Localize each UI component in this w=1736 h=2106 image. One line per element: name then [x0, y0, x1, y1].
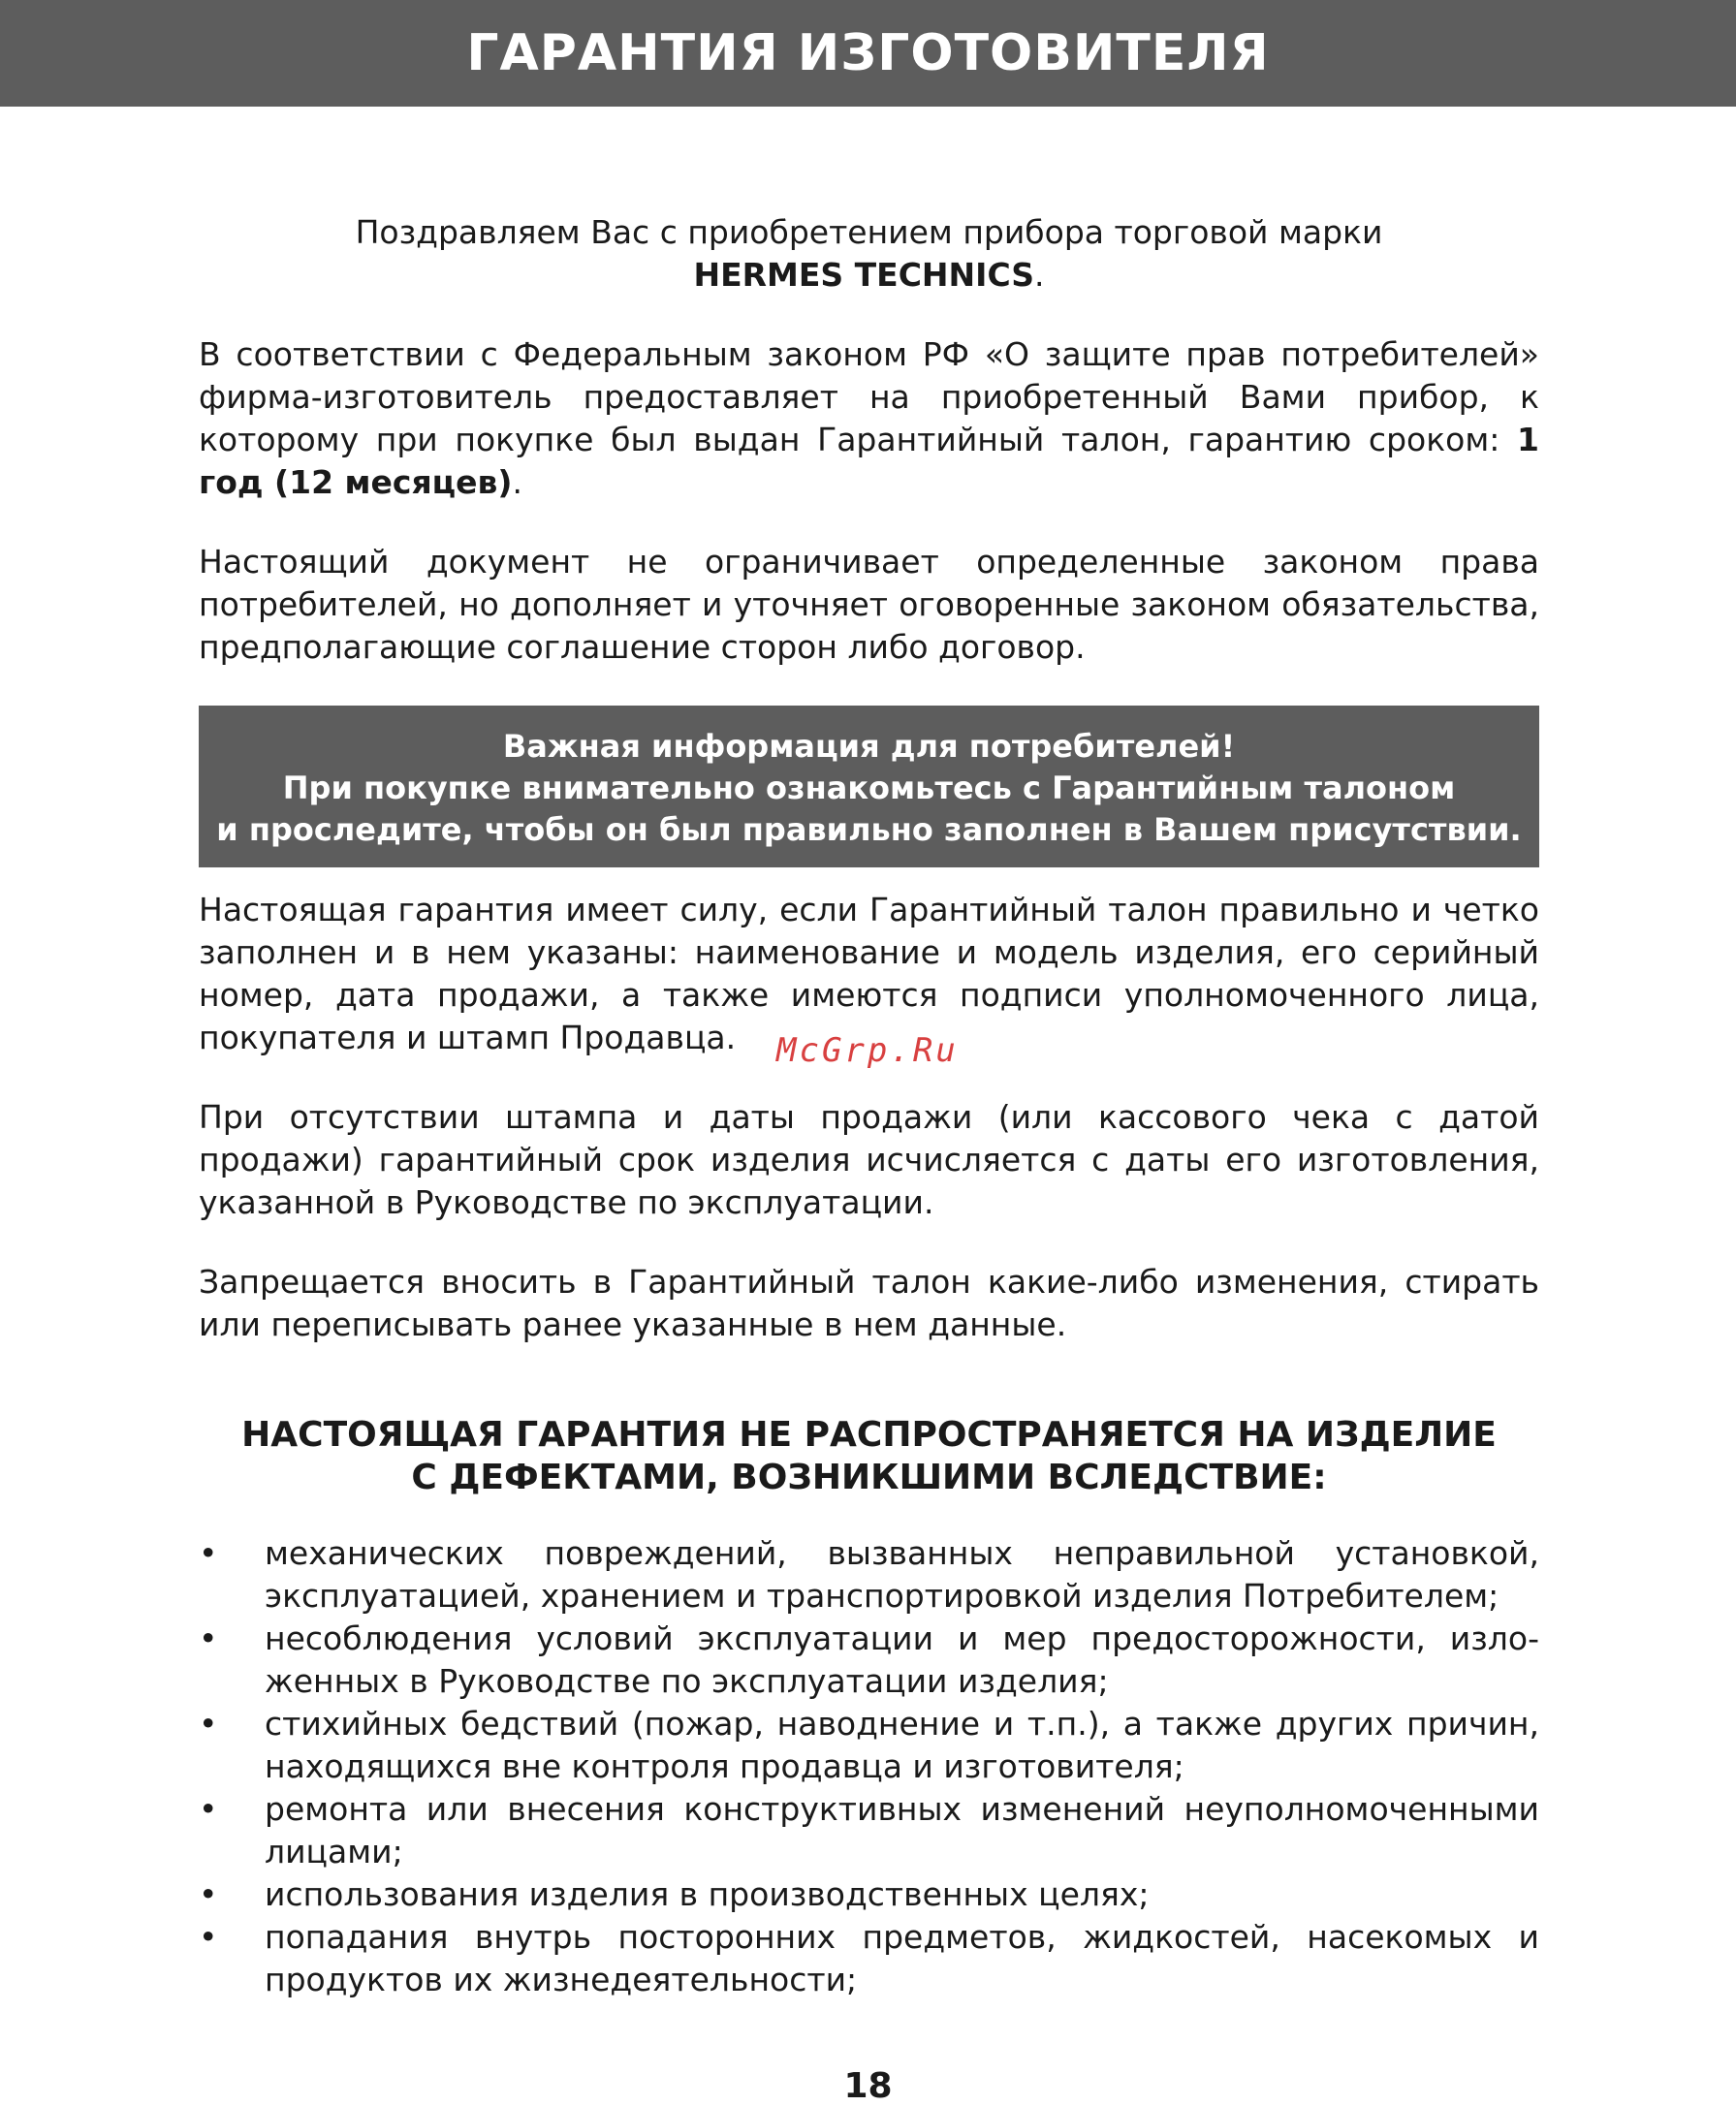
- intro-brand-line: [199, 254, 1539, 297]
- list-item-text: механических повреждений, вызванных неправильной установкой, эксплуатацией, хранением и транспортировкой изделия Потребителем;: [265, 1534, 1539, 1615]
- warranty-term: 1 год (12 месяцев): [199, 421, 1539, 501]
- bullet-icon: •: [199, 1790, 218, 1828]
- list-item-text: ремонта или внесения конструктивных изменений неуполномоченными лицами;: [265, 1790, 1539, 1870]
- watermark: McGrp.Ru: [776, 1031, 959, 1070]
- list-item-text: стихийных бедствий (пожар, наводнение и т.п.), а также других причин, находящихся вне контроля продавца и изготовителя;: [265, 1705, 1539, 1785]
- exclusions-heading-line-2: С ДЕФЕКТАМИ, ВОЗНИКШИМИ ВСЛЕДСТВИЕ:: [411, 1458, 1327, 1497]
- intro-block: [199, 211, 1539, 297]
- list-item: [199, 1873, 1539, 1916]
- notice-line-3: и проследите, чтобы он был правильно заполнен в Вашем присутствии.: [216, 811, 1522, 848]
- paragraph-document-scope: Настоящий документ не ограничивает определенные законом права потребителей, но дополняет и уточняет оговоренные законом обязательства, предполагающие соглашение сторон либо договор.: [199, 543, 1539, 666]
- paragraph-warranty-text: В соответствии с Федеральным законом РФ «О защите прав потребителей» фирма-изготовитель предоставляет на приобретенный Вами прибор, к которому при покупке был выдан Гарантийный талон, гарантию сроком:: [199, 335, 1539, 458]
- list-item-text: попадания внутрь посторонних предметов, жидкостей, насекомых и продуктов их жизнедеятельности;: [265, 1918, 1539, 1998]
- list-item: [199, 1916, 1539, 2001]
- notice-line-1: Важная информация для потребителей!: [502, 728, 1236, 765]
- intro-line: Поздравляем Вас с приобретением прибора торговой марки: [355, 213, 1383, 251]
- important-notice-box: [199, 706, 1539, 867]
- exclusions-heading-line-1: НАСТОЯЩАЯ ГАРАНТИЯ НЕ РАСПРОСТРАНЯЕТСЯ НА ИЗДЕЛИЕ: [241, 1415, 1497, 1455]
- exclusions-list: [199, 1532, 1539, 2001]
- list-item: [199, 1703, 1539, 1788]
- warranty-term-suffix: .: [512, 463, 522, 501]
- paragraph-warranty-term: [199, 333, 1539, 504]
- bullet-icon: •: [199, 1705, 218, 1743]
- header-bar: [0, 0, 1736, 107]
- list-item-text: несоблюдения условий эксплуатации и мер предосторожности, изложенных в Руководстве по эксплуатации изделия;: [265, 1619, 1539, 1700]
- bullet-icon: •: [199, 1918, 218, 1956]
- list-item: [199, 1618, 1539, 1703]
- brand-name: HERMES TECHNICS: [693, 256, 1035, 294]
- exclusions-heading: [199, 1414, 1539, 1499]
- paragraph-warranty-validity: Настоящая гарантия имеет силу, если Гарантийный талон правильно и четко заполнен и в нем указаны: наименование и модель изделия, его серийный номер, дата продажи, а также имеются подписи уполномоченного лица, покупателя и штамп Продавца.: [199, 891, 1539, 1056]
- bullet-icon: •: [199, 1534, 218, 1572]
- paragraph-missing-stamp: При отсутствии штампа и даты продажи (или кассового чека с датой продажи) гарантийный срок изделия исчисляется с даты его изготовления, указанной в Руководстве по эксплуатации.: [199, 1098, 1539, 1221]
- list-item: [199, 1532, 1539, 1618]
- brand-suffix: .: [1034, 256, 1045, 294]
- bullet-icon: •: [199, 1619, 218, 1657]
- bullet-icon: •: [199, 1875, 218, 1913]
- list-item-text: использования изделия в производственных целях;: [265, 1875, 1150, 1913]
- page-number: 18: [843, 2066, 893, 2106]
- list-item: [199, 1788, 1539, 1873]
- page-content: [199, 211, 1539, 2001]
- page-title: ГАРАНТИЯ ИЗГОТОВИТЕЛЯ: [466, 24, 1270, 82]
- notice-line-2: При покупке внимательно ознакомьтесь с Гарантийным талоном: [282, 770, 1456, 806]
- paragraph-no-changes: Запрещается вносить в Гарантийный талон какие-либо изменения, стирать или переписывать ранее указанные в нем данные.: [199, 1263, 1539, 1343]
